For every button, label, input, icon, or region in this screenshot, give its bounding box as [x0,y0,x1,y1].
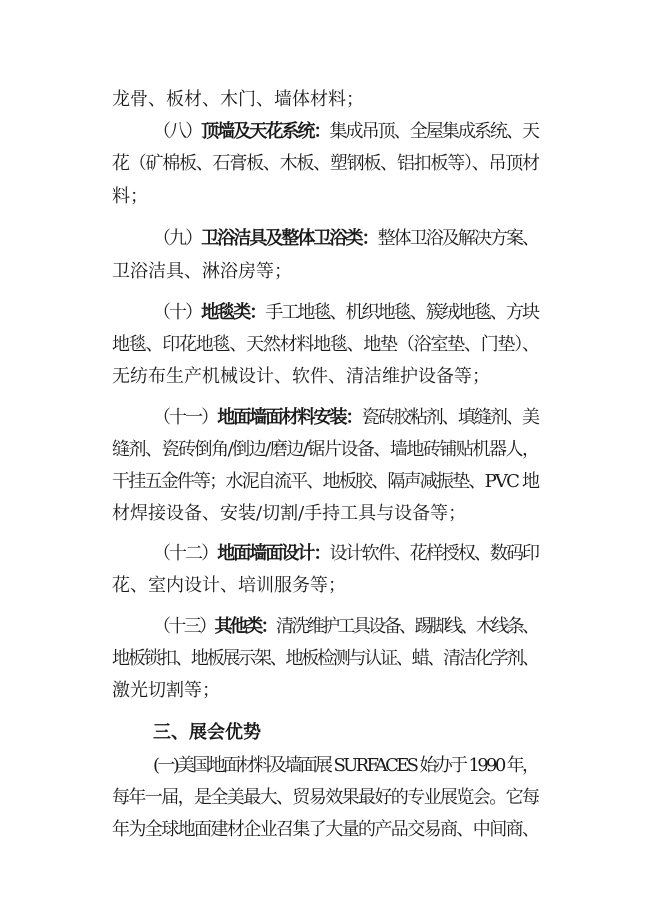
body-text: 每年一届，是全美最大、贸易效果最好的专业展览会。它每 [112,787,539,808]
body-text: 地毯、印花地毯、天然材料地毯、地垫（浴室垫、门垫）、 [112,334,539,355]
text-line [153,228,538,250]
text-line [153,543,538,565]
text-line [112,787,538,809]
text-line [112,680,220,702]
text-line [112,471,538,493]
text-line [153,616,537,638]
body-text: （九） [153,228,202,249]
body-text: 材焊接设备、安装/切割/手持工具与设备等； [112,503,467,524]
text-line [112,819,538,841]
bold-heading-text: 其他类： [214,616,276,637]
body-text: 设计软件、花样授权、数码印 [329,543,539,564]
text-line [112,186,148,208]
body-text: 地板锁扣、地板展示架、地板检测与认证、蜡、清洁化学剂、 [112,648,538,669]
text-line [112,89,364,111]
text-line [112,153,539,175]
body-text: 料； [112,186,148,207]
body-text: 清洗维护工具设备、踢脚线、木线条、 [276,616,538,637]
bold-heading-text: 地毯类： [201,302,266,323]
text-line [153,722,261,744]
body-text: 卫浴洁具、淋浴房等； [112,261,292,282]
text-line [153,121,538,143]
body-text: 年为全球地面建材企业召集了大量的产品交易商、中间商、 [112,819,539,840]
bold-heading-text: 顶墙及天花系统： [201,121,330,142]
body-text: （十二） [153,543,218,564]
body-text: （十） [153,302,202,323]
text-line [153,407,538,429]
body-text: 花、室内设计、培训服务等； [112,575,346,596]
body-text: 整体卫浴及解决方案、 [377,228,539,249]
body-text: （八） [153,121,202,142]
body-text: （十三） [153,616,215,637]
bold-heading-text: 卫浴洁具及整体卫浴类： [201,228,378,249]
body-text: （十一） [153,407,218,428]
text-line [112,648,538,670]
body-text: 龙骨、板材、木门、墙体材料； [112,89,364,110]
text-line [112,261,292,283]
bold-heading-text: 地面墙面设计： [217,543,330,564]
body-text: 花（矿棉板、石膏板、木板、塑钢板、铝扣板等）、吊顶材 [112,153,539,174]
text-line [112,439,539,461]
bold-heading-text: 三、展会优势 [153,722,261,743]
text-line [153,302,538,324]
body-text: 激光切割等； [112,680,220,701]
text-line [112,366,490,388]
body-text: 手工地毯、机织地毯、簇绒地毯、方块 [265,302,539,323]
body-text: 干挂五金件等；水泥自流平、地板胶、隔声减振垫、PVC 地 [112,471,539,492]
body-text: 集成吊顶、全屋集成系统、天 [329,121,539,142]
text-line [112,334,539,356]
bold-heading-text: 地面墙面材料安装： [217,407,362,428]
text-line [112,503,466,525]
body-text: (一)美国地面材料及墙面展 SURFACES 始办于 1990 年， [153,755,538,776]
text-line [153,755,537,777]
body-text: 瓷砖胶粘剂、填缝剂、美 [361,407,539,428]
body-text: 缝剂、瓷砖倒角/倒边/磨边/锯片设备、墙地砖铺贴机器人， [112,439,539,460]
text-line [112,575,346,597]
body-text: 无纺布生产机械设计、软件、清洁维护设备等； [112,366,490,387]
